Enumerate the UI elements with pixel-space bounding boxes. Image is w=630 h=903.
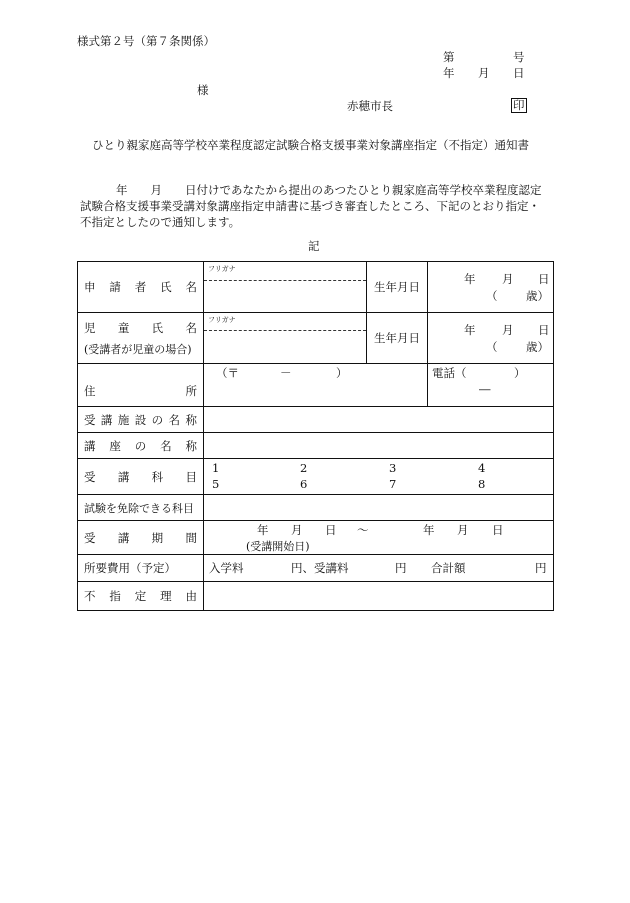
row-course <box>78 433 554 459</box>
period-label <box>78 530 203 546</box>
subject-number: 5 <box>212 477 220 491</box>
cost-label: 所要費用（予定） <box>78 555 204 582</box>
period-cell[interactable] <box>204 521 554 555</box>
subject-number: 8 <box>478 477 486 491</box>
cost-admission-label: 入学料 <box>209 561 244 575</box>
form-number: 様式第２号（第７条関係） <box>77 34 215 48</box>
period-start-year: 年 <box>257 523 269 537</box>
reason-value-cell[interactable] <box>204 582 554 611</box>
subject-number: 1 <box>212 461 220 475</box>
postal-open: （〒 <box>216 366 239 380</box>
birth-year-label: 年 <box>464 323 476 337</box>
subject-number: 7 <box>389 477 397 491</box>
applicant-birthdate-cell[interactable] <box>428 262 554 313</box>
subjects-label-char: 講 <box>117 469 130 484</box>
applicant-label-char: 請 <box>109 280 121 294</box>
period-start-note: (受講開始日) <box>246 540 310 553</box>
address-area <box>204 364 427 406</box>
number-label-go: 号 <box>513 50 525 64</box>
facility-label-char: 施 <box>117 412 130 427</box>
date-day: 日 <box>513 66 525 80</box>
period-label-cell <box>78 521 204 555</box>
facility-label-char: の <box>151 412 164 427</box>
age-close: 歳） <box>526 289 549 303</box>
child-label-char: 児 <box>84 320 96 335</box>
applicant-label-char: 申 <box>84 280 96 294</box>
age-open: （ <box>486 340 498 354</box>
applicant-birthdate-label: 生年月日 <box>367 262 428 313</box>
reason-label-char: 定 <box>134 589 147 603</box>
cost-tuition-label: 円、受講料 <box>291 561 349 575</box>
course-label-cell <box>78 433 204 459</box>
furigana-divider <box>204 330 366 331</box>
child-label-char: 名 <box>185 320 197 335</box>
applicant-name-cell[interactable] <box>204 262 367 313</box>
date-month: 月 <box>478 66 490 80</box>
address-label-char: 所 <box>185 384 197 398</box>
postal-close: ） <box>336 366 348 380</box>
postal-dash: － <box>280 366 292 380</box>
address-label-cell <box>78 364 204 407</box>
subject-number: 2 <box>300 461 308 475</box>
course-label-char: 称 <box>185 438 197 453</box>
cost-cell[interactable] <box>204 555 554 582</box>
period-label-char: 期 <box>151 530 164 545</box>
period-label-char: 間 <box>185 530 197 545</box>
age-close: 歳） <box>526 340 549 354</box>
subjects-label-cell <box>78 459 204 495</box>
reason-label-char: 指 <box>109 589 121 603</box>
child-furigana-label: フリガナ <box>208 316 236 324</box>
phone-dash: ― <box>479 382 491 396</box>
number-label-dai: 第 <box>443 50 455 64</box>
applicant-label-char: 氏 <box>160 280 172 294</box>
row-facility <box>78 407 554 433</box>
course-label-char: 名 <box>160 438 172 453</box>
subjects-cell[interactable] <box>204 459 554 495</box>
subjects-area <box>204 459 553 494</box>
period-end-day: 日 <box>492 523 504 537</box>
age-open: （ <box>486 289 498 303</box>
facility-label-cell <box>78 407 204 433</box>
period-label-char: 講 <box>117 530 130 545</box>
row-exempt <box>78 495 554 521</box>
notification-table <box>77 261 554 611</box>
exempt-label: 試験を免除できる科目 <box>78 495 204 521</box>
applicant-label-char: 名 <box>185 280 197 294</box>
applicant-furigana-label: フリガナ <box>208 265 236 273</box>
birth-month-label: 月 <box>502 272 514 286</box>
birth-day-label: 日 <box>538 272 550 286</box>
facility-label-char: 講 <box>100 412 113 427</box>
date-year: 年 <box>443 66 455 80</box>
phone-area <box>428 364 553 406</box>
row-reason <box>78 582 554 611</box>
row-child <box>78 313 554 364</box>
row-subjects <box>78 459 554 495</box>
address-cell[interactable] <box>204 364 428 407</box>
facility-value-cell[interactable] <box>204 407 554 433</box>
facility-label-char: 設 <box>134 412 147 427</box>
reason-label-char: 理 <box>160 589 172 603</box>
issuer-name: 赤穂市長 <box>347 99 393 113</box>
child-label <box>78 320 203 336</box>
applicant-label-cell <box>78 262 204 313</box>
child-note: (受講者が児童の場合) <box>84 342 192 356</box>
course-label-char: 座 <box>109 438 121 453</box>
birth-day-label: 日 <box>538 323 550 337</box>
period-end-month: 月 <box>457 523 469 537</box>
furigana-divider <box>204 280 366 281</box>
cost-yen-label: 円 <box>535 561 547 575</box>
body-line-3: 不指定としたので通知します。 <box>80 215 241 229</box>
ki-label: 記 <box>308 239 320 253</box>
subject-number: 4 <box>478 461 486 475</box>
child-name-area <box>204 313 366 363</box>
body-line-2: 試験合格支援事業受講対象講座指定申請書に基づき審査したところ、下記のとおり指定・ <box>80 199 540 213</box>
applicant-birthdate-area <box>428 262 553 312</box>
period-start-day: 日 <box>325 523 337 537</box>
phone-label: 電話（ <box>432 366 467 380</box>
child-birthdate-area <box>428 313 553 363</box>
applicant-label-char: 者 <box>134 280 147 294</box>
facility-label-char: 称 <box>185 412 197 427</box>
row-address <box>78 364 554 407</box>
child-label-char: 氏 <box>151 320 164 335</box>
subjects-label-char: 科 <box>151 469 164 484</box>
period-end-year: 年 <box>423 523 435 537</box>
subjects-label-char: 目 <box>185 469 197 484</box>
facility-label-char: 受 <box>84 412 96 427</box>
applicant-label <box>78 279 203 295</box>
reason-label-cell <box>78 582 204 611</box>
birth-month-label: 月 <box>502 323 514 337</box>
reason-label-char: 由 <box>185 589 197 603</box>
cost-yen-label: 円 <box>395 561 407 575</box>
seal-mark: 印 <box>513 98 525 112</box>
subject-number: 6 <box>300 477 308 491</box>
address-label <box>78 383 203 399</box>
cost-area <box>204 555 553 581</box>
row-applicant <box>78 262 554 313</box>
period-start-month: 月 <box>291 523 303 537</box>
phone-cell[interactable] <box>428 364 554 407</box>
document-title: ひとり親家庭高等学校卒業程度認定試験合格支援事業対象講座指定（不指定）通知書 <box>92 138 529 152</box>
subjects-label-char: 受 <box>84 469 96 484</box>
applicant-name-area <box>204 262 366 312</box>
child-label-char: 童 <box>117 320 130 335</box>
period-label-char: 受 <box>84 530 96 545</box>
subjects-label <box>78 469 203 485</box>
reason-label <box>78 588 203 604</box>
child-name-cell[interactable] <box>204 313 367 364</box>
row-period <box>78 521 554 555</box>
course-label-char: 講 <box>84 438 96 453</box>
body-line-1: 年 月 日付けであなたから提出のあつたひとり親家庭高等学校卒業程度認定 <box>116 183 542 197</box>
row-cost <box>78 555 554 582</box>
course-label <box>78 438 203 454</box>
child-label-cell <box>78 313 204 364</box>
exempt-value-cell[interactable] <box>204 495 554 521</box>
subject-number: 3 <box>389 461 397 475</box>
child-birthdate-label: 生年月日 <box>367 313 428 364</box>
period-tilde: ～ <box>357 523 369 537</box>
course-value-cell[interactable] <box>204 433 554 459</box>
facility-label <box>78 412 203 428</box>
cost-total-label: 合計額 <box>431 561 466 575</box>
reason-label-char: 不 <box>84 589 96 603</box>
facility-label-char: 名 <box>168 412 181 427</box>
course-label-char: の <box>134 438 147 453</box>
phone-close: ） <box>514 366 526 380</box>
birth-year-label: 年 <box>464 272 476 286</box>
period-area <box>204 521 553 554</box>
child-birthdate-cell[interactable] <box>428 313 554 364</box>
addressee-suffix: 様 <box>197 83 209 97</box>
address-label-char: 住 <box>84 384 96 398</box>
